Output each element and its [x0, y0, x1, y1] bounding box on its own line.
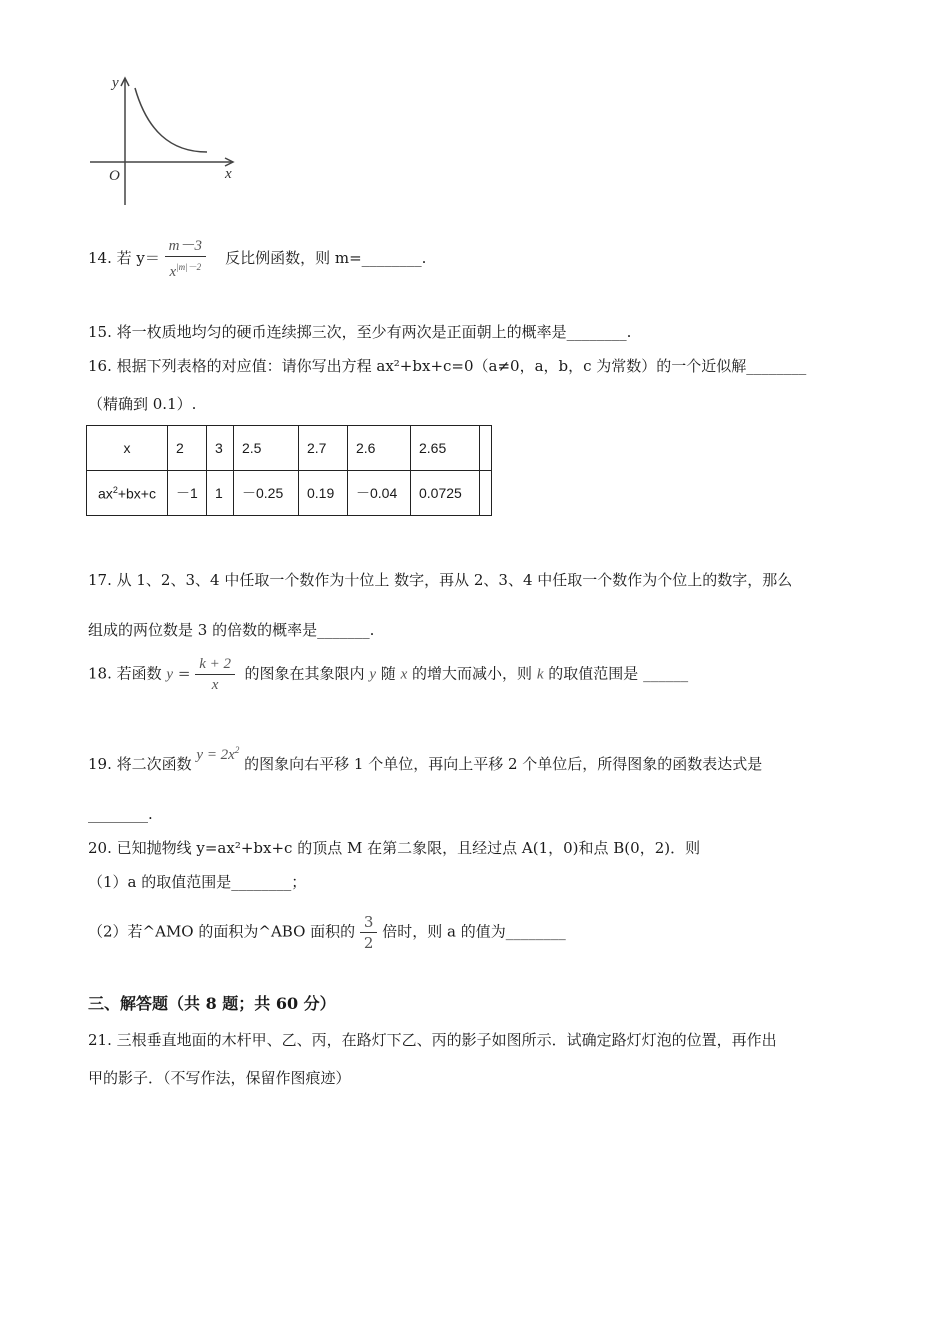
- question-19: 19. 将二次函数 $y = 2x^2$ 的图象向右平移 1 个单位，再向上平移 2 个单位后，所得图象的函数表达式是: [88, 745, 763, 773]
- table-cell: x: [87, 426, 168, 471]
- question-20-part2: （2）若^AMO 的面积为^ABO 面积的 $\frac{3}{2}$ 倍时，则 a 的值为________: [88, 913, 566, 952]
- section-3-title: 三、解答题（共 8 题；共 60 分）: [88, 994, 336, 1013]
- hyperbola-curve: [135, 88, 207, 152]
- q18-fraction: $\frac{k + 2}{x}$: [195, 654, 235, 695]
- table-cell: 2.65: [411, 426, 480, 471]
- q14-prefix: 若 y＝: [116, 249, 160, 267]
- question-15: 15. 将一枚质地均匀的硬币连续掷三次，至少有两次是正面朝上的概率是________.: [88, 323, 632, 341]
- table-cell: 2.5: [234, 426, 299, 471]
- table-cell: 1: [207, 471, 234, 516]
- q14-fraction: $\frac{m-3}{x^{|m|-2}}$: [165, 236, 206, 282]
- question-21-line2: 甲的影子．（不写作法，保留作图痕迹）: [88, 1069, 351, 1087]
- table-row: [87, 471, 492, 516]
- table-cell: －0.25: [234, 471, 299, 516]
- table-cell: 2.6: [348, 426, 411, 471]
- question-20-line1: 20. 已知抛物线 y=ax²+bx+c 的顶点 M 在第二象限，且经过点 A(1，0)和点 B(0，2)．则: [88, 839, 701, 857]
- q20-fraction: $\frac{3}{2}$: [360, 912, 378, 953]
- hyperbola-graph: [85, 70, 245, 210]
- question-17-line2: 组成的两位数是 3 的倍数的概率是_______.: [88, 621, 375, 639]
- table-cell: 3: [207, 426, 234, 471]
- question-21-line1: 21. 三根垂直地面的木杆甲、乙、丙，在路灯下乙、丙的影子如图所示．试确定路灯灯泡的位置，再作出: [88, 1031, 777, 1049]
- origin-label: O: [109, 168, 120, 184]
- table-cell: 2: [168, 426, 207, 471]
- question-19-blank: ________.: [88, 805, 153, 823]
- table-cell: [480, 426, 492, 471]
- table-cell: $ax^2+bx+c$: [87, 471, 168, 516]
- question-20-part1: （1）a 的取值范围是________；: [88, 873, 307, 891]
- question-14: 14. 若 y＝ $\frac{m-3}{x^{|m|-2}}$ 反比例函数，则 m=________.: [88, 238, 427, 280]
- question-18: 18. 若函数 y = $\frac{k + 2}{x}$ 的图象在其象限内 y 随 x 的增大而减小，则 k 的取值范围是 ______: [88, 656, 689, 693]
- question-16-line2: （精确到 0.1）.: [88, 395, 197, 413]
- question-16-line1: 16. 根据下列表格的对应值：请你写出方程 ax²+bx+c=0（a≠0，a，b，c 为常数）的一个近似解________: [88, 357, 807, 375]
- question-17-line1: 17. 从 1、2、3、4 中任取一个数作为十位上 数字，再从 2、3、4 中任取一个数作为个位上的数字，那么: [88, 571, 793, 589]
- table-cell: 0.19: [299, 471, 348, 516]
- table-cell: －1: [168, 471, 207, 516]
- x-axis-label: x: [225, 166, 232, 182]
- table-cell: 0.0725: [411, 471, 480, 516]
- y-axis-label: y: [112, 75, 119, 91]
- table-cell: －0.04: [348, 471, 411, 516]
- table-cell: [480, 471, 492, 516]
- q14-suffix: 反比例函数，则 m=________.: [225, 249, 427, 267]
- table-cell: 2.7: [299, 426, 348, 471]
- table-row: [87, 426, 492, 471]
- value-table: [86, 425, 492, 516]
